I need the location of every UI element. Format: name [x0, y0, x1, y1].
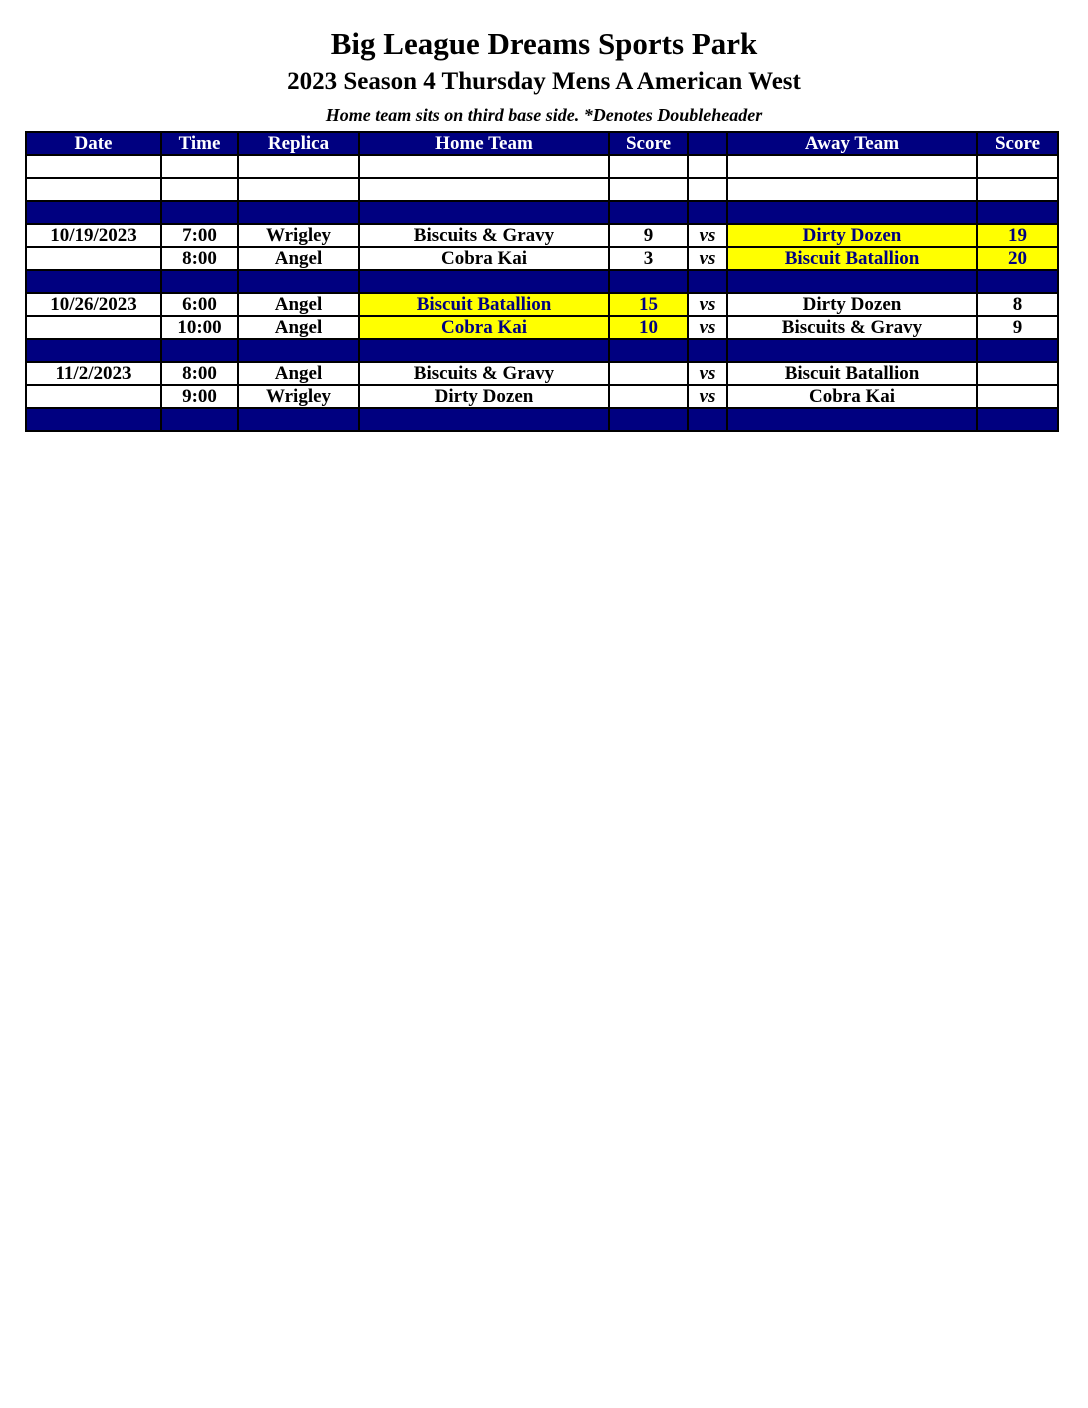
game-date: 11/2/2023 [26, 362, 161, 385]
away-team: Biscuits & Gravy [727, 316, 977, 339]
away-score [977, 385, 1058, 408]
schedule-table [25, 131, 1059, 432]
column-header-date: Date [26, 132, 161, 155]
home-team: Dirty Dozen [359, 385, 609, 408]
home-score: 15 [609, 293, 688, 316]
game-time: 8:00 [161, 362, 238, 385]
away-team: Dirty Dozen [727, 224, 977, 247]
game-row [26, 385, 1058, 408]
schedule-subtitle: 2023 Season 4 Thursday Mens A American West [287, 68, 801, 95]
game-field: Angel [238, 362, 359, 385]
game-row [26, 362, 1058, 385]
home-team: Biscuit Batallion [359, 293, 609, 316]
versus-label: vs [688, 224, 727, 247]
page-title: Big League Dreams Sports Park [330, 26, 758, 61]
home-score: 10 [609, 316, 688, 339]
column-header-time: Time [161, 132, 238, 155]
versus-label: vs [688, 362, 727, 385]
home-team: Cobra Kai [359, 316, 609, 339]
game-row [26, 293, 1058, 316]
away-team: Cobra Kai [727, 385, 977, 408]
away-score: 9 [977, 316, 1058, 339]
versus-label: vs [688, 385, 727, 408]
away-team: Biscuit Batallion [727, 362, 977, 385]
empty-row [26, 155, 1058, 178]
game-date [26, 316, 161, 339]
away-team: Dirty Dozen [727, 293, 977, 316]
home-score: 3 [609, 247, 688, 270]
separator-band [26, 408, 1058, 431]
game-time: 7:00 [161, 224, 238, 247]
game-time: 6:00 [161, 293, 238, 316]
game-field: Angel [238, 247, 359, 270]
game-field: Angel [238, 293, 359, 316]
versus-label: vs [688, 247, 727, 270]
game-field: Wrigley [238, 224, 359, 247]
game-time: 9:00 [161, 385, 238, 408]
versus-label: vs [688, 293, 727, 316]
home-team: Biscuits & Gravy [359, 224, 609, 247]
home-team: Biscuits & Gravy [359, 362, 609, 385]
home-score: 9 [609, 224, 688, 247]
column-header-home-team: Home Team [359, 132, 609, 155]
game-date [26, 247, 161, 270]
versus-label: vs [688, 316, 727, 339]
away-score [977, 362, 1058, 385]
home-team: Cobra Kai [359, 247, 609, 270]
game-field: Wrigley [238, 385, 359, 408]
column-header-away-team: Away Team [727, 132, 977, 155]
column-header-replica: Replica [238, 132, 359, 155]
separator-band [26, 270, 1058, 293]
empty-row [26, 178, 1058, 201]
away-team: Biscuit Batallion [727, 247, 977, 270]
game-field: Angel [238, 316, 359, 339]
away-score: 8 [977, 293, 1058, 316]
game-date [26, 385, 161, 408]
home-score [609, 385, 688, 408]
header-row [26, 132, 1058, 155]
separator-band [26, 339, 1058, 362]
game-row [26, 247, 1058, 270]
away-score: 20 [977, 247, 1058, 270]
game-date: 10/26/2023 [26, 293, 161, 316]
column-header-vs [688, 132, 727, 155]
column-header-away-score: Score [977, 132, 1058, 155]
game-row [26, 224, 1058, 247]
game-time: 8:00 [161, 247, 238, 270]
game-date: 10/19/2023 [26, 224, 161, 247]
game-row [26, 316, 1058, 339]
game-time: 10:00 [161, 316, 238, 339]
schedule-note: Home team sits on third base side. *Denotes Doubleheader [325, 105, 763, 125]
separator-band [26, 201, 1058, 224]
away-score: 19 [977, 224, 1058, 247]
home-score [609, 362, 688, 385]
column-header-home-score: Score [609, 132, 688, 155]
